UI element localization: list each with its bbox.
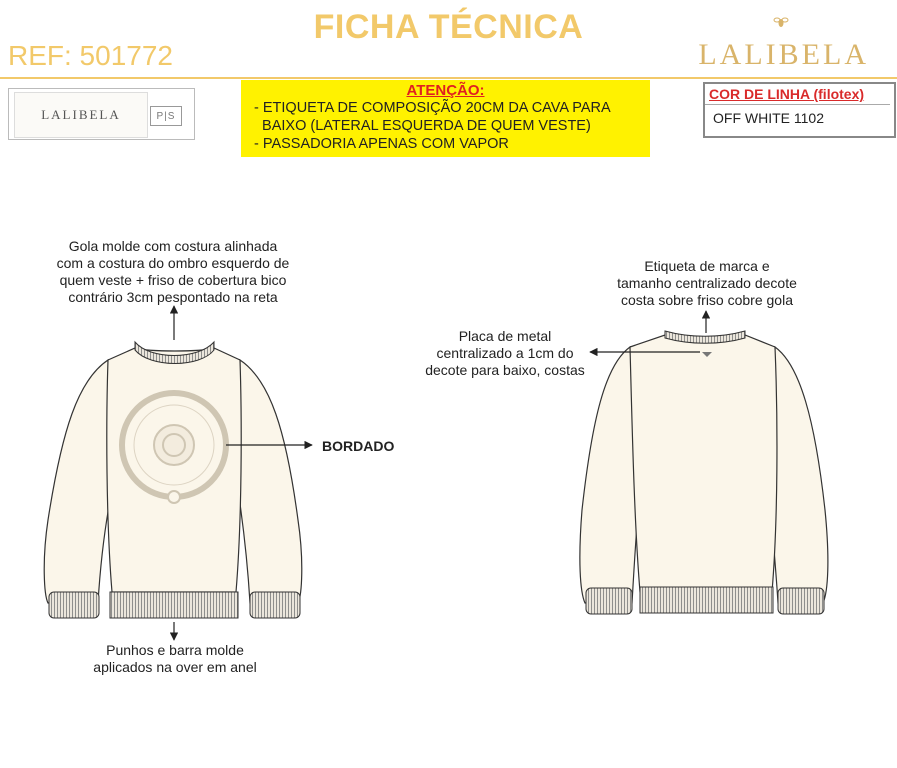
back-label-note-line: tamanho centralizado decote <box>617 275 797 291</box>
collar-note <box>38 238 308 306</box>
attention-line: BAIXO (LATERAL ESQUERDA DE QUEM VESTE) <box>254 118 591 134</box>
back-label-note-line: Etiqueta de marca e <box>644 258 770 274</box>
collar-note-line: quem veste + friso de cobertura bico <box>59 272 287 288</box>
thread-color-value: OFF WHITE 1102 <box>713 110 824 126</box>
front-right-cuff <box>250 592 300 618</box>
plate-note <box>405 328 605 379</box>
thread-color-title: COR DE LINHA (filotex) <box>709 86 865 102</box>
collar-note-line: contrário 3cm pespontado na reta <box>68 289 278 305</box>
plate-note-line: Placa de metal <box>458 328 552 344</box>
back-right-sleeve <box>770 347 828 603</box>
front-hem-rib <box>110 592 238 618</box>
back-label-note <box>595 258 819 309</box>
label-tag-size: P|S <box>150 106 182 126</box>
cuff-note-line: Punhos e barra molde <box>106 642 244 658</box>
back-right-cuff <box>778 588 824 614</box>
back-sweater <box>580 331 828 614</box>
front-left-cuff <box>49 592 99 618</box>
back-body <box>630 335 777 592</box>
reference-code: REF: 501772 <box>8 40 173 71</box>
back-hem-rib <box>640 587 773 613</box>
collar-note-line: com a costura do ombro esquerdo de <box>56 255 290 271</box>
attention-title: ATENÇÃO: <box>406 82 485 99</box>
front-left-sleeve <box>44 360 112 603</box>
attention-line: - PASSADORIA APENAS COM VAPOR <box>254 136 509 152</box>
front-sweater <box>44 342 302 618</box>
cuff-note <box>60 642 290 676</box>
front-right-sleeve <box>238 360 302 603</box>
back-label-note-line: costa sobre friso cobre gola <box>621 292 793 308</box>
attention-line: - ETIQUETA DE COMPOSIÇÃO 20CM DA CAVA PARA <box>254 100 611 116</box>
brand-logo: LALIBELA <box>698 38 869 71</box>
collar-note-line: Gola molde com costura alinhada <box>68 238 278 254</box>
page-title: FICHA TÉCNICA <box>313 8 584 46</box>
plate-note-line: decote para baixo, costas <box>425 362 585 378</box>
cuff-note-line: aplicados na over em anel <box>93 659 257 675</box>
label-tag-brand: LALIBELA <box>14 92 148 138</box>
back-left-cuff <box>586 588 632 614</box>
embroidery-label: BORDADO <box>322 438 395 454</box>
plate-note-line: centralizado a 1cm do <box>436 345 574 361</box>
